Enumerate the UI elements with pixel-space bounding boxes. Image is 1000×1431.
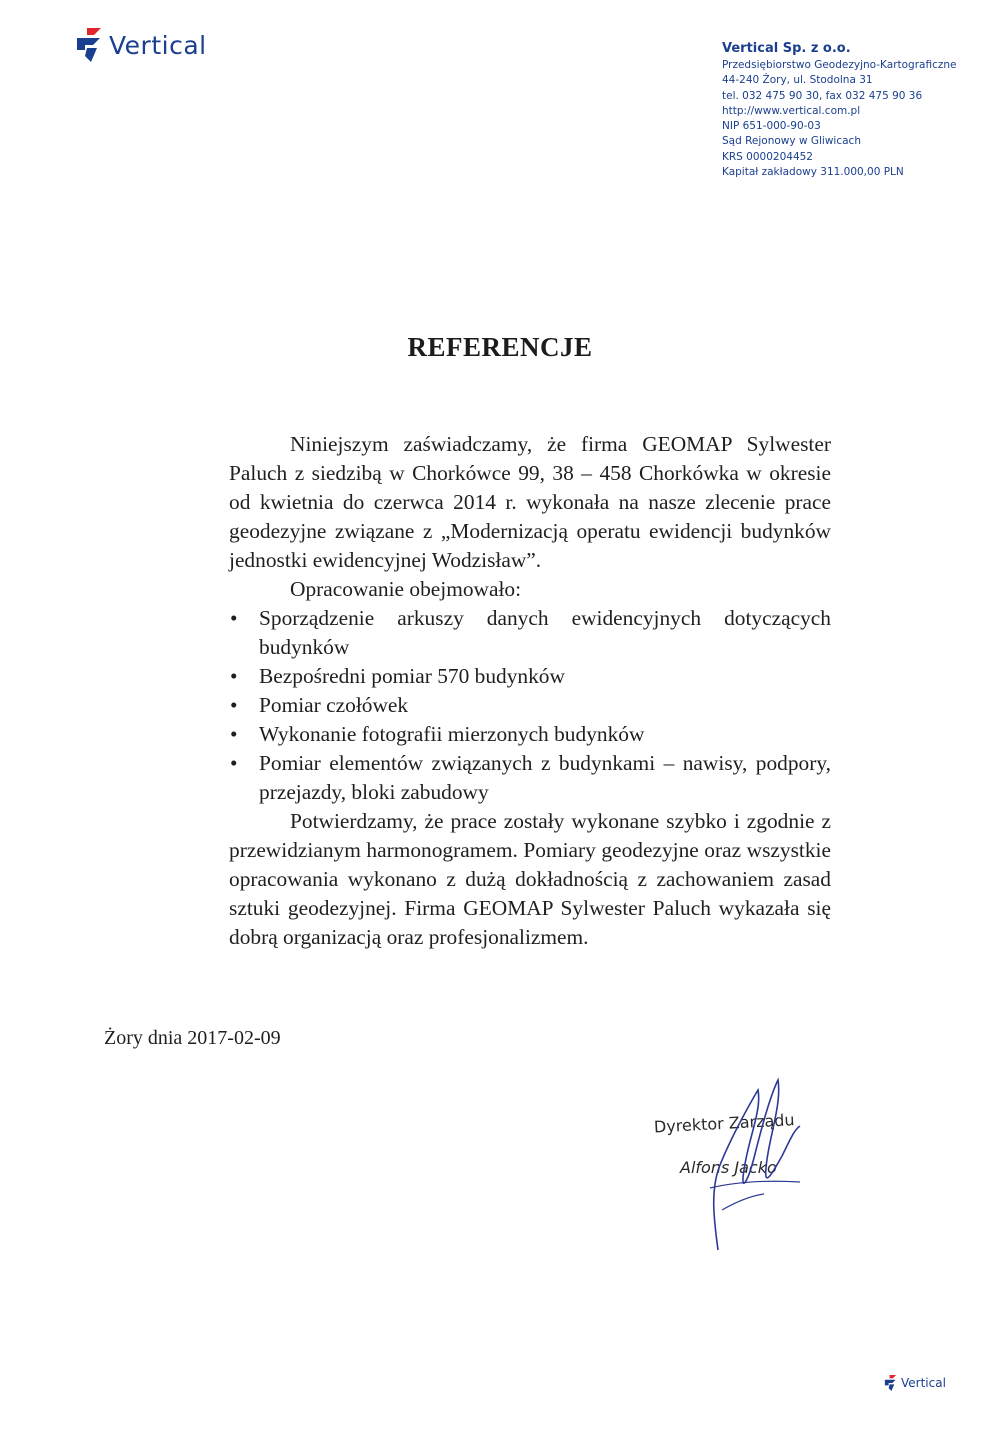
document-title: REFERENCJE (407, 332, 593, 362)
list-item-text: Pomiar czołówek (259, 693, 409, 717)
list-item (229, 749, 831, 807)
company-nip: NIP 651-000-90-03 (722, 120, 821, 133)
bullet-icon: • (230, 751, 238, 775)
bullet-icon: • (230, 664, 238, 688)
list-item-text: Wykonanie fotografii mierzonych budynków (259, 722, 645, 746)
signature-stamp (640, 1070, 850, 1270)
bullet-icon: • (230, 722, 238, 746)
company-info-line: Przedsiębiorstwo Geodezyjno-Kartograficzne (722, 59, 957, 71)
company-phone: tel. 032 475 90 30, fax 032 475 90 36 (722, 89, 923, 102)
stamp-name: Alfons Jacko (680, 1158, 777, 1177)
company-capital: Kapitał zakładowy 311.000,00 PLN (722, 166, 904, 179)
company-name: Vertical Sp. z o.o. (722, 41, 851, 56)
company-website: http://www.vertical.com.pl (722, 104, 861, 117)
list-item (229, 604, 831, 662)
vertical-logo-icon (883, 1374, 898, 1392)
intro-paragraph: Niniejszym zaświadczamy, że firma GEOMAP Sylwester Paluch z siedzibą w Chorkówce 99, 38 – 458 Chorkówka w okresie od kwietnia do czerwca 2014 r. wykonała na nasze zlecenie prace geodezyjne związane z „Modernizacją operatu ewidencji budynków jednostki ewidencyjnej Wodzisław”. (229, 432, 831, 572)
list-intro: Opracowanie obejmowało: (290, 577, 522, 601)
list-item (229, 662, 831, 691)
company-court: Sąd Rejonowy w Gliwicach (722, 135, 861, 148)
company-krs: KRS 0000204452 (722, 150, 813, 163)
list-item (229, 720, 831, 749)
company-address: 44-240 Żory, ul. Stodolna 31 (722, 74, 873, 87)
list-item (229, 691, 831, 720)
bullet-icon: • (230, 606, 238, 630)
document-date: Żory dnia 2017-02-09 (104, 1027, 281, 1049)
logo-wordmark: Vertical (109, 30, 207, 60)
list-item-text: Bezpośredni pomiar 570 budynków (259, 664, 565, 688)
company-logo (73, 26, 207, 64)
scope-list (229, 604, 831, 807)
stamp-title: Dyrektor Zarządu (653, 1110, 795, 1137)
company-info (722, 40, 992, 180)
document-body (229, 430, 831, 952)
bullet-icon: • (230, 693, 238, 717)
footer-logo (883, 1374, 946, 1392)
vertical-logo-icon (73, 26, 105, 64)
footer-logo-wordmark: Vertical (901, 1376, 946, 1390)
list-item-text: Sporządzenie arkuszy danych ewidencyjnych dotyczących budynków (259, 606, 831, 659)
list-item-text: Pomiar elementów związanych z budynkami – nawisy, podpory, przejazdy, bloki zabudowy (259, 751, 831, 804)
closing-paragraph: Potwierdzamy, że prace zostały wykonane szybko i zgodnie z przewidzianym harmonogramem. Pomiary geodezyjne oraz wszystkie opracowania wykonano z dużą dokładnością z zachowaniem zasad sztuki geodezyjnej. Firma GEOMAP Sylwester Paluch wykazała się dobrą organizacją oraz profesjonalizmem. (229, 809, 831, 949)
